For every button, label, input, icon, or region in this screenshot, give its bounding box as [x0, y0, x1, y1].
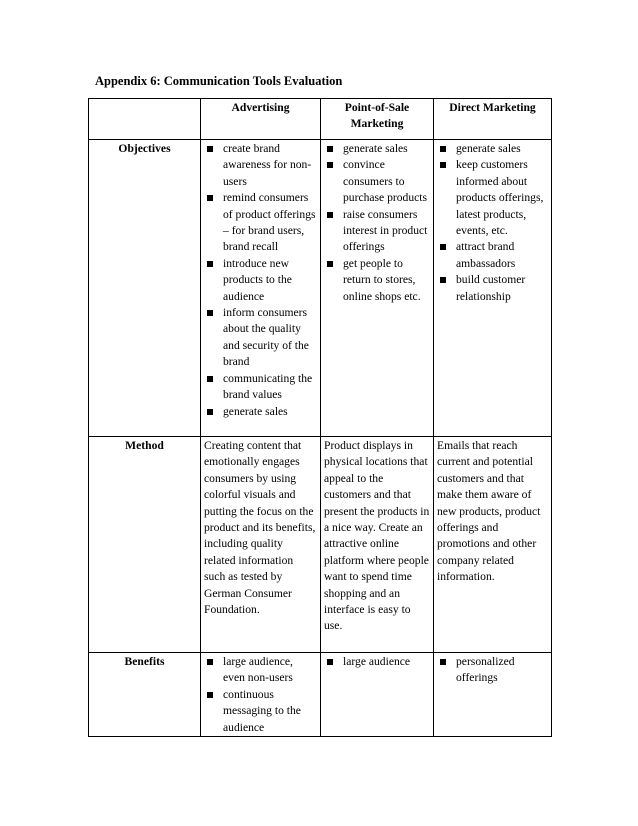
table-cell — [201, 653, 321, 737]
table-row — [89, 653, 552, 737]
square-bullet-icon — [207, 146, 213, 152]
bullet-text: keep customers informed about products offerings, latest products, events, etc. — [456, 158, 544, 238]
bullet-text: generate sales — [456, 142, 521, 155]
header-point-of-sale: Point-of-Sale Marketing — [321, 99, 434, 140]
bullet-text: communicating the brand values — [223, 371, 313, 402]
bullet-text: generate sales — [343, 142, 408, 155]
bullet-list — [324, 654, 430, 670]
bullet-text: continuous messaging to the audience — [223, 687, 301, 734]
bullet-text: get people to return to stores, online shops etc. — [343, 256, 421, 303]
square-bullet-icon — [440, 146, 446, 152]
cell-text: Creating content that emotionally engages consumers by using colorful visuals and putting the focus on the product and its benefits, including quality related information such as tested by German Consumer Foundation. — [204, 439, 316, 617]
bullet-item — [204, 654, 317, 687]
bullet-text: inform consumers about the quality and security of the brand — [223, 306, 309, 369]
page-title: Appendix 6: Communication Tools Evaluation — [95, 74, 343, 88]
square-bullet-icon — [327, 212, 333, 218]
bullet-item — [437, 239, 548, 272]
bullet-list — [204, 141, 317, 420]
bullet-text: large audience — [343, 655, 411, 668]
evaluation-table — [88, 98, 552, 737]
square-bullet-icon — [440, 244, 446, 250]
bullet-list — [437, 141, 548, 305]
square-bullet-icon — [440, 162, 446, 168]
table-cell — [434, 437, 552, 653]
table-cell — [321, 140, 434, 437]
bullet-item — [204, 687, 317, 736]
bullet-item — [204, 305, 317, 371]
bullet-item — [324, 141, 430, 157]
header-direct-marketing: Direct Marketing — [434, 99, 552, 140]
bullet-item — [204, 190, 317, 256]
header-row — [89, 99, 552, 140]
bullet-item — [437, 141, 548, 157]
square-bullet-icon — [207, 659, 213, 665]
bullet-text: introduce new products to the audience — [223, 256, 292, 303]
header-advertising: Advertising — [201, 99, 321, 140]
bullet-text: attract brand ambassadors — [456, 240, 516, 270]
bullet-list — [324, 141, 430, 305]
bullet-item — [204, 141, 317, 190]
square-bullet-icon — [207, 310, 213, 316]
square-bullet-icon — [207, 261, 213, 267]
bullet-text: remind consumers of product offerings – for brand users, brand recall — [223, 191, 316, 254]
square-bullet-icon — [207, 376, 213, 382]
square-bullet-icon — [327, 659, 333, 665]
bullet-item — [324, 157, 430, 206]
table-cell — [321, 653, 434, 737]
square-bullet-icon — [440, 277, 446, 283]
bullet-item — [437, 272, 548, 305]
cell-text: Product displays in physical locations that appeal to the customers and that present the products in a nice way. Create an attractive online platform where people want to spend time shopping and an interface is easy to use. — [324, 439, 430, 633]
bullet-text: raise consumers interest in product offerings — [343, 207, 428, 254]
square-bullet-icon — [327, 261, 333, 267]
row-label: Method — [89, 437, 201, 653]
bullet-text: large audience, even non-users — [223, 655, 293, 685]
bullet-text: build customer relationship — [456, 273, 526, 303]
table-cell — [434, 653, 552, 737]
table-cell — [434, 140, 552, 437]
square-bullet-icon — [440, 659, 446, 665]
square-bullet-icon — [207, 692, 213, 698]
bullet-item — [204, 404, 317, 420]
square-bullet-icon — [327, 146, 333, 152]
header-corner-cell — [89, 99, 201, 140]
bullet-text: generate sales — [223, 404, 288, 418]
bullet-item — [324, 654, 430, 670]
table-row — [89, 140, 552, 437]
table-row — [89, 437, 552, 653]
bullet-item — [204, 256, 317, 305]
table-cell — [201, 140, 321, 437]
bullet-text: create brand awareness for non-users — [223, 142, 312, 188]
bullet-item — [204, 371, 317, 404]
bullet-list — [204, 654, 317, 736]
bullet-item — [437, 654, 548, 687]
table-cell — [201, 437, 321, 653]
square-bullet-icon — [327, 162, 333, 168]
bullet-text: convince consumers to purchase products — [343, 158, 428, 205]
row-label: Objectives — [89, 140, 201, 437]
square-bullet-icon — [207, 409, 213, 415]
bullet-list — [437, 654, 548, 687]
cell-text: Emails that reach current and potential customers and that make them aware of new products, product offerings and promotions and other company related information. — [437, 439, 541, 584]
bullet-item — [437, 157, 548, 239]
bullet-text: personalized offerings — [456, 655, 515, 685]
table-cell — [321, 437, 434, 653]
bullet-item — [324, 207, 430, 256]
square-bullet-icon — [207, 195, 213, 201]
bullet-item — [324, 256, 430, 305]
row-label: Benefits — [89, 653, 201, 737]
